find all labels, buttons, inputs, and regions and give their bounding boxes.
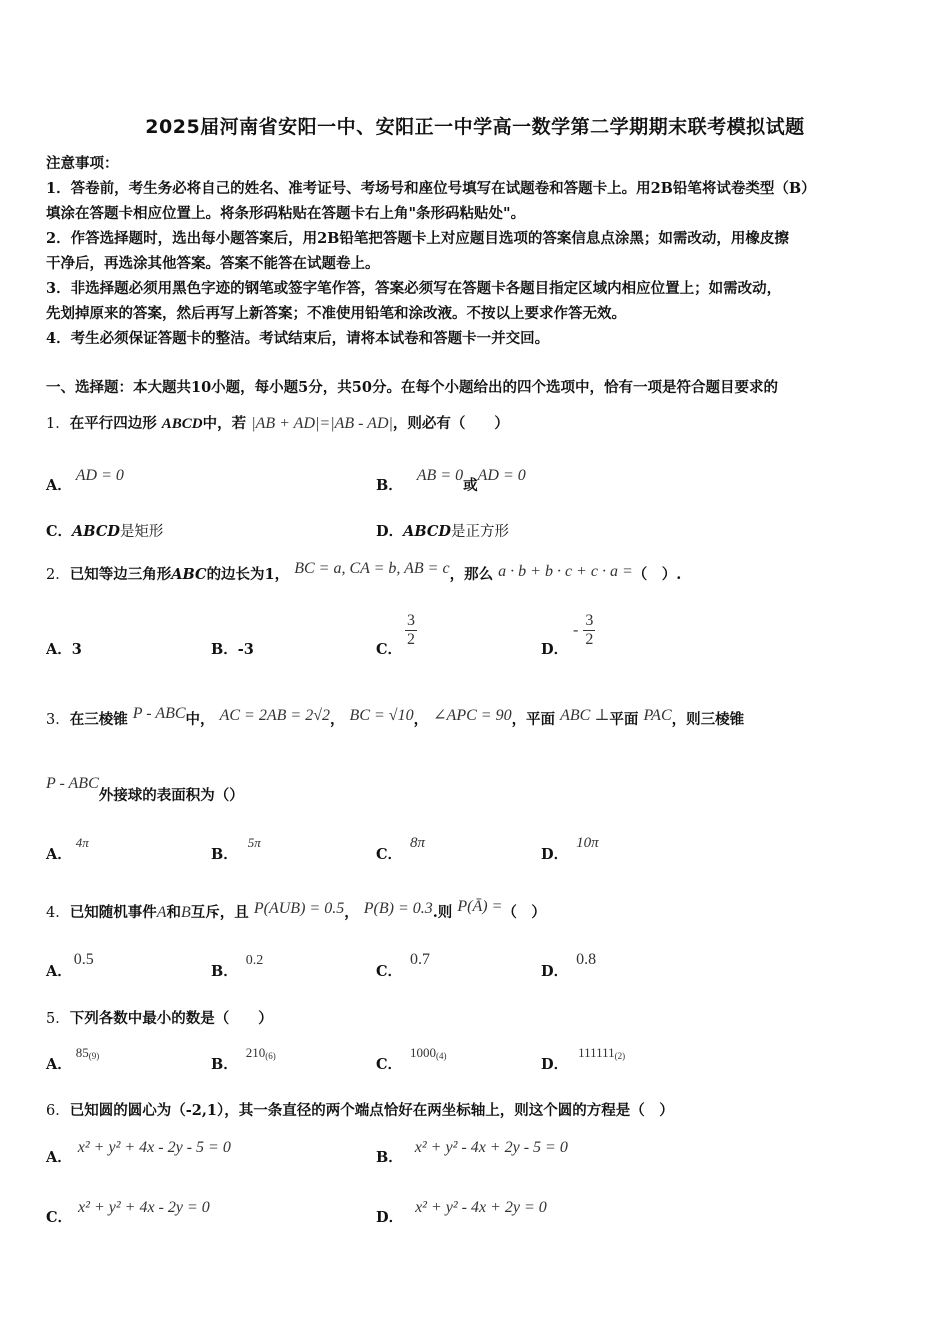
q1-option-b: B．AB = 0或AD = 0	[376, 467, 526, 494]
q4-option-d: D．0.8	[541, 951, 597, 980]
q3-option-c: C．8π	[376, 835, 426, 863]
notice-line: 2．作答选择题时，选出每小题答案后，用2B铅笔把答题卡上对应题目选项的答案信息点涂黑；如需改动，用橡皮擦	[46, 230, 789, 247]
question-4: 4．已知随机事件A和B互斥，且 P(AUB) = 0.5， P(B) = 0.3.则 P(Ā) =（ ）	[46, 898, 546, 921]
question-6: 6．已知圆的圆心为（-2,1），其一条直径的两个端点恰好在两坐标轴上，则这个圆的方程是（ ）	[46, 1102, 674, 1119]
q5-option-d: D．111111$^{(2)}$	[541, 1045, 626, 1073]
q5-option-b: B．210$^{(6)}$	[211, 1045, 276, 1073]
q6-option-b: B．x² + y² - 4x + 2y - 5 = 0	[376, 1139, 568, 1166]
question-5: 5．下列各数中最小的数是（ ）	[46, 1010, 273, 1027]
notice-line: 先划掉原来的答案，然后再写上新答案；不准使用铅笔和涂改液。不按以上要求作答无效。	[46, 305, 626, 322]
q1-option-c: C．ABCD是矩形	[46, 523, 164, 540]
notice-heading: 注意事项：	[46, 155, 119, 172]
q6-option-c: C．x² + y² + 4x - 2y = 0	[46, 1199, 210, 1226]
q2-option-d: D．	[541, 641, 569, 658]
q2-option-d-fraction: - $\frac{3}{2}$	[573, 612, 594, 648]
notice-line: 3．非选择题必须用黑色字迹的钢笔或签字笔作答，答案必须写在答题卡各题目指定区域内相应位置上；如需改动，	[46, 280, 782, 297]
q5-option-c: C．1000$^{(4)}$	[376, 1045, 447, 1073]
q4-option-a: A．0.5	[46, 951, 94, 980]
question-3: 3．在三棱锥 P - ABC中， AC = 2AB = 2√2， BC = √10， ∠APC = 90，平面 ABC ⊥平面 PAC，则三棱锥	[46, 705, 745, 728]
notice-line: 填涂在答题卡相应位置上。将条形码粘贴在答题卡右上角"条形码粘贴处"。	[46, 205, 526, 222]
q3-option-d: D．10π	[541, 835, 599, 863]
q1-option-a: A．AD = 0	[46, 467, 124, 494]
notice-line: 4．考生必须保证答题卡的整洁。考试结束后，请将本试卷和答题卡一并交回。	[46, 330, 550, 347]
notice-line: 1．答卷前，考生务必将自己的姓名、准考证号、考场号和座位号填写在试题卷和答题卡上。用2B铅笔将试卷类型（B）	[46, 180, 816, 197]
q2-option-a: A．3	[46, 641, 82, 658]
question-2: 2．已知等边三角形ABC的边长为1， BC = a, CA = b, AB = c，那么 a · b + b · c + c · a =（ ）.	[46, 560, 682, 583]
q1-condition: |AB + AD|=|AB - AD|	[251, 415, 393, 432]
question-3-cont: P - ABC外接球的表面积为（）	[46, 775, 244, 804]
section-heading: 一、选择题：本大题共10小题，每小题5分，共50分。在每个小题给出的四个选项中，恰有一项是符合题目要求的	[46, 379, 778, 396]
notice-line: 干净后，再选涂其他答案。答案不能答在试题卷上。	[46, 255, 380, 272]
q6-option-a: A．x² + y² + 4x - 2y - 5 = 0	[46, 1139, 231, 1166]
q1-option-d: D．ABCD是正方形	[376, 523, 509, 540]
page-title: 2025届河南省安阳一中、安阳正一中学高一数学第二学期期末联考模拟试题	[145, 116, 805, 138]
q6-option-d: D．x² + y² - 4x + 2y = 0	[376, 1199, 547, 1226]
question-1: 1．在平行四边形 ABCD中，若 |AB + AD|=|AB - AD|，则必有（ ）	[46, 415, 509, 432]
q2-option-b: B．-3	[211, 641, 254, 658]
q5-option-a: A．85$^{(9)}$	[46, 1045, 100, 1073]
q4-option-b: B．0.2	[211, 953, 264, 980]
q4-option-c: C．0.7	[376, 951, 431, 980]
q3-option-b: B．5π	[211, 835, 261, 863]
q2-option-c: C．	[376, 641, 403, 658]
q3-option-a: A．4π	[46, 835, 89, 863]
q2-option-c-fraction: $\frac{3}{2}$	[407, 612, 415, 648]
